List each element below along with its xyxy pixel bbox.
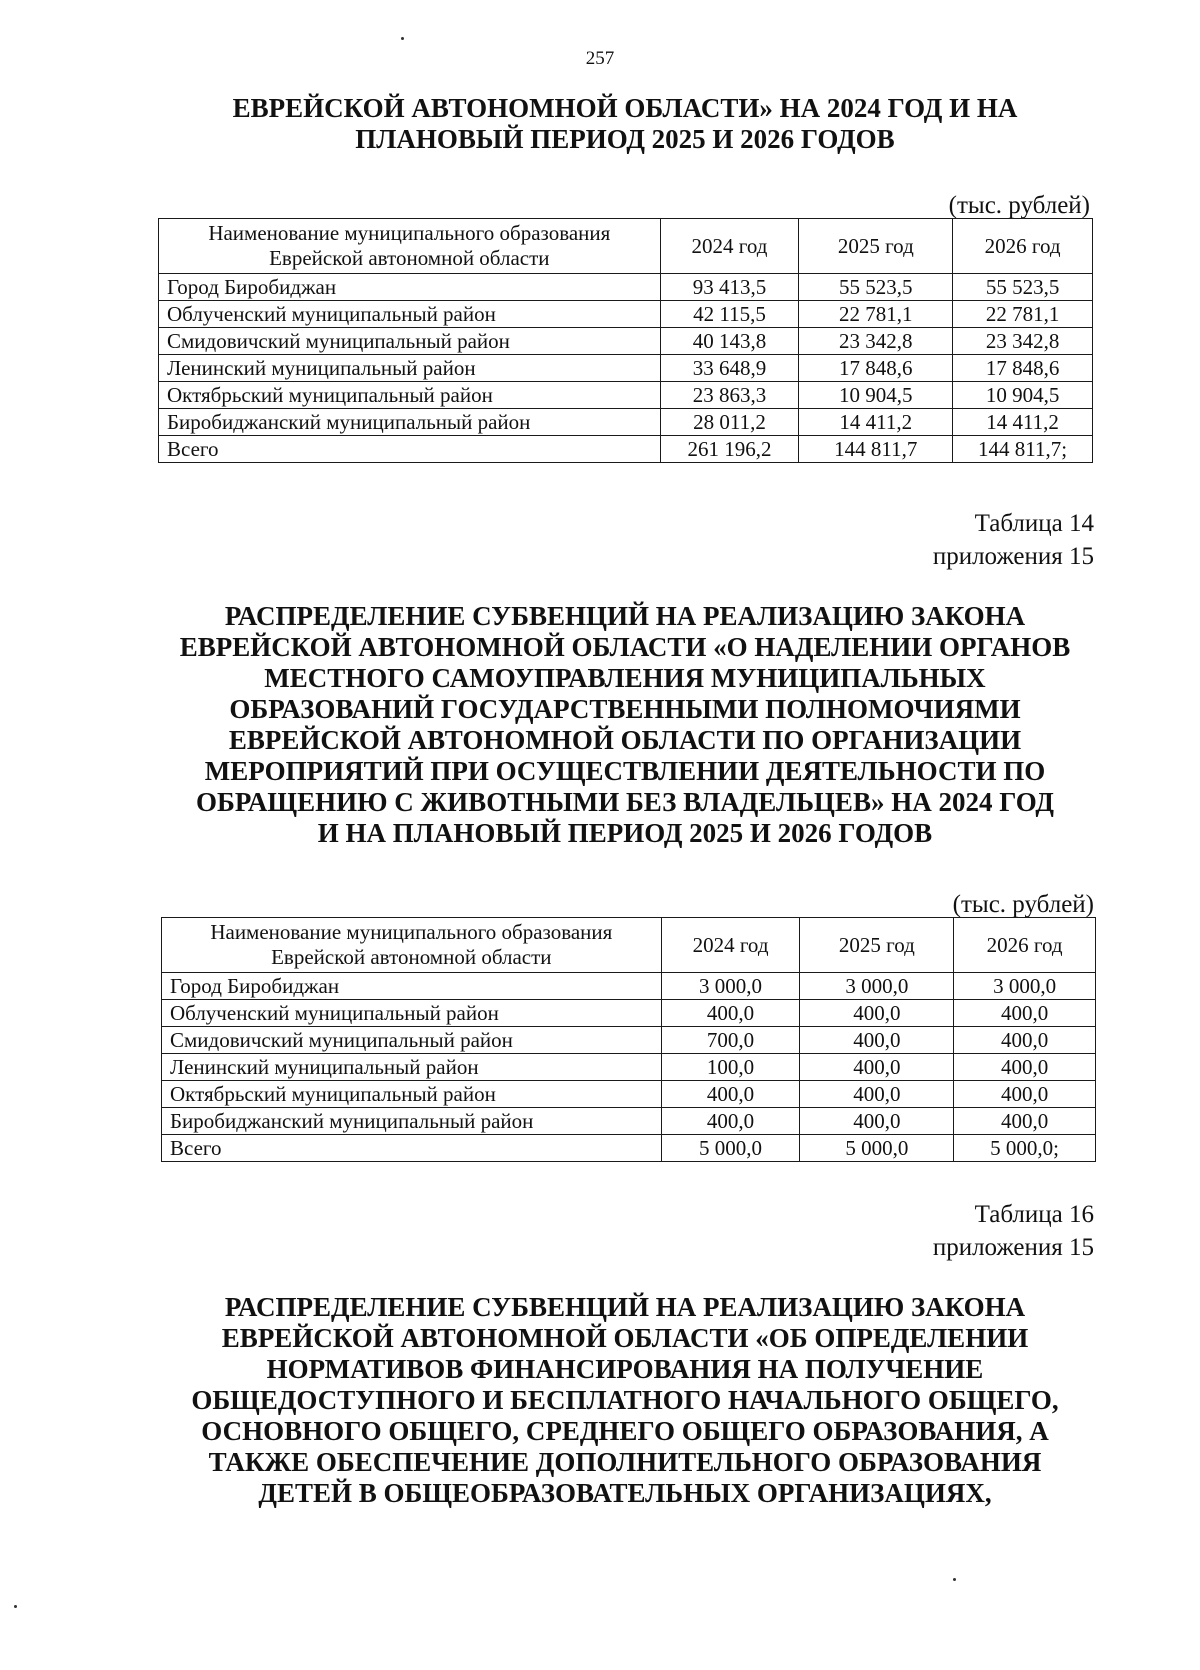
cell-2026: 144 811,7; xyxy=(953,436,1093,463)
column-header-2026: 2026 год xyxy=(953,219,1093,274)
cell-2025: 400,0 xyxy=(800,1027,954,1054)
header-name-line: Наименование муниципального образования xyxy=(210,920,613,944)
table-row xyxy=(159,409,1093,436)
cell-2024: 400,0 xyxy=(661,1000,800,1027)
heading-top-line: ПЛАНОВЫЙ ПЕРИОД 2025 И 2026 ГОДОВ xyxy=(355,124,895,154)
cell-name: Биробиджанский муниципальный район xyxy=(162,1108,662,1135)
cell-2025: 14 411,2 xyxy=(799,409,953,436)
cell-2024: 5 000,0 xyxy=(661,1135,800,1162)
table-row xyxy=(162,1054,1096,1081)
scan-speck xyxy=(14,1605,17,1608)
header-name-line: Наименование муниципального образования xyxy=(208,221,611,245)
table-row xyxy=(162,1000,1096,1027)
cell-2026: 5 000,0; xyxy=(954,1135,1096,1162)
cell-2025: 17 848,6 xyxy=(799,355,953,382)
heading-line: И НА ПЛАНОВЫЙ ПЕРИОД 2025 И 2026 ГОДОВ xyxy=(317,818,933,848)
caption-line: приложения 15 xyxy=(932,543,1094,570)
cell-2024: 3 000,0 xyxy=(661,973,800,1000)
table-row xyxy=(162,1081,1096,1108)
table-13 xyxy=(158,218,1093,463)
column-header-name xyxy=(159,219,661,274)
heading-line: ОБРАЗОВАНИЙ ГОСУДАРСТВЕННЫМИ ПОЛНОМОЧИЯМИ xyxy=(229,694,1021,724)
table-row xyxy=(162,973,1096,1000)
table-row xyxy=(159,328,1093,355)
cell-2025: 400,0 xyxy=(800,1054,954,1081)
unit-label-table1: (тыс. рублей) xyxy=(948,192,1090,219)
cell-2024: 23 863,3 xyxy=(660,382,799,409)
cell-2024: 42 115,5 xyxy=(660,301,799,328)
table-row-total xyxy=(162,1135,1096,1162)
cell-2025: 5 000,0 xyxy=(800,1135,954,1162)
heading-line: ЕВРЕЙСКОЙ АВТОНОМНОЙ ОБЛАСТИ «ОБ ОПРЕДЕЛЕНИИ xyxy=(221,1323,1029,1353)
cell-2026: 22 781,1 xyxy=(953,301,1093,328)
table-row xyxy=(162,1108,1096,1135)
cell-2024: 700,0 xyxy=(661,1027,800,1054)
heading-line: ЕВРЕЙСКОЙ АВТОНОМНОЙ ОБЛАСТИ ПО ОРГАНИЗАЦИИ xyxy=(228,725,1022,755)
heading-line: ЕВРЕЙСКОЙ АВТОНОМНОЙ ОБЛАСТИ «О НАДЕЛЕНИИ ОРГАНОВ xyxy=(179,632,1071,662)
caption-table-14 xyxy=(933,507,1094,573)
caption-line: Таблица 16 xyxy=(974,1201,1094,1228)
cell-2024: 40 143,8 xyxy=(660,328,799,355)
table-row xyxy=(159,382,1093,409)
column-header-2025: 2025 год xyxy=(799,219,953,274)
cell-2026: 23 342,8 xyxy=(953,328,1093,355)
cell-2026: 400,0 xyxy=(954,1027,1096,1054)
cell-name: Всего xyxy=(162,1135,662,1162)
cell-2025: 23 342,8 xyxy=(799,328,953,355)
heading-table-14 xyxy=(150,601,1100,849)
cell-2024: 93 413,5 xyxy=(660,274,799,301)
unit-label-table2: (тыс. рублей) xyxy=(952,891,1094,918)
table-row xyxy=(159,301,1093,328)
cell-2026: 14 411,2 xyxy=(953,409,1093,436)
scan-speck xyxy=(401,37,404,40)
cell-name: Биробиджанский муниципальный район xyxy=(159,409,661,436)
cell-2026: 400,0 xyxy=(954,1054,1096,1081)
column-header-name xyxy=(162,918,662,973)
cell-2025: 3 000,0 xyxy=(800,973,954,1000)
header-name-line: Еврейской автономной области xyxy=(271,945,552,969)
caption-line: приложения 15 xyxy=(932,1234,1094,1261)
cell-name: Октябрьский муниципальный район xyxy=(159,382,661,409)
cell-name: Ленинский муниципальный район xyxy=(162,1054,662,1081)
cell-name: Облученский муниципальный район xyxy=(159,301,661,328)
heading-table-16 xyxy=(150,1292,1100,1509)
column-header-2024: 2024 год xyxy=(661,918,800,973)
cell-2024: 28 011,2 xyxy=(660,409,799,436)
table-header-row xyxy=(162,918,1096,973)
cell-2026: 400,0 xyxy=(954,1000,1096,1027)
cell-2025: 400,0 xyxy=(800,1000,954,1027)
cell-name: Город Биробиджан xyxy=(162,973,662,1000)
cell-2024: 400,0 xyxy=(661,1081,800,1108)
cell-2024: 400,0 xyxy=(661,1108,800,1135)
table-row-total xyxy=(159,436,1093,463)
column-header-2026: 2026 год xyxy=(954,918,1096,973)
cell-2026: 3 000,0 xyxy=(954,973,1096,1000)
heading-line: РАСПРЕДЕЛЕНИЕ СУБВЕНЦИЙ НА РЕАЛИЗАЦИЮ ЗАКОНА xyxy=(224,1292,1026,1322)
heading-top xyxy=(150,93,1100,155)
cell-2026: 55 523,5 xyxy=(953,274,1093,301)
cell-2024: 33 648,9 xyxy=(660,355,799,382)
cell-2026: 400,0 xyxy=(954,1081,1096,1108)
column-header-2024: 2024 год xyxy=(660,219,799,274)
cell-2026: 10 904,5 xyxy=(953,382,1093,409)
heading-line: ТАКЖЕ ОБЕСПЕЧЕНИЕ ДОПОЛНИТЕЛЬНОГО ОБРАЗОВАНИЯ xyxy=(208,1447,1042,1477)
table-row xyxy=(159,274,1093,301)
cell-name: Всего xyxy=(159,436,661,463)
caption-table-16 xyxy=(933,1198,1094,1264)
table-header-row xyxy=(159,219,1093,274)
cell-name: Город Биробиджан xyxy=(159,274,661,301)
header-name-line: Еврейской автономной области xyxy=(269,246,550,270)
scan-speck xyxy=(953,1578,956,1581)
cell-2024: 261 196,2 xyxy=(660,436,799,463)
cell-2026: 400,0 xyxy=(954,1108,1096,1135)
cell-2025: 10 904,5 xyxy=(799,382,953,409)
heading-line: МЕРОПРИЯТИЙ ПРИ ОСУЩЕСТВЛЕНИИ ДЕЯТЕЛЬНОСТИ ПО xyxy=(204,756,1046,786)
table-14 xyxy=(161,917,1096,1162)
heading-line: ОСНОВНОГО ОБЩЕГО, СРЕДНЕГО ОБЩЕГО ОБРАЗОВАНИЯ, А xyxy=(201,1416,1049,1446)
cell-name: Смидовичский муниципальный район xyxy=(162,1027,662,1054)
cell-name: Смидовичский муниципальный район xyxy=(159,328,661,355)
cell-name: Октябрьский муниципальный район xyxy=(162,1081,662,1108)
heading-line: МЕСТНОГО САМОУПРАВЛЕНИЯ МУНИЦИПАЛЬНЫХ xyxy=(264,663,986,693)
heading-line: ДЕТЕЙ В ОБЩЕОБРАЗОВАТЕЛЬНЫХ ОРГАНИЗАЦИЯХ, xyxy=(258,1478,992,1508)
cell-2025: 400,0 xyxy=(800,1108,954,1135)
cell-name: Облученский муниципальный район xyxy=(162,1000,662,1027)
cell-name: Ленинский муниципальный район xyxy=(159,355,661,382)
heading-top-line: ЕВРЕЙСКОЙ АВТОНОМНОЙ ОБЛАСТИ» НА 2024 ГОД И НА xyxy=(232,93,1018,123)
caption-line: Таблица 14 xyxy=(974,510,1094,537)
heading-line: ОБРАЩЕНИЮ С ЖИВОТНЫМИ БЕЗ ВЛАДЕЛЬЦЕВ» НА 2024 ГОД xyxy=(196,787,1054,817)
heading-line: РАСПРЕДЕЛЕНИЕ СУБВЕНЦИЙ НА РЕАЛИЗАЦИЮ ЗАКОНА xyxy=(224,601,1026,631)
heading-line: ОБЩЕДОСТУПНОГО И БЕСПЛАТНОГО НАЧАЛЬНОГО ОБЩЕГО, xyxy=(191,1385,1059,1415)
cell-2025: 400,0 xyxy=(800,1081,954,1108)
table-row xyxy=(159,355,1093,382)
page-number: 257 xyxy=(585,48,615,69)
cell-2024: 100,0 xyxy=(661,1054,800,1081)
cell-2025: 55 523,5 xyxy=(799,274,953,301)
cell-2025: 144 811,7 xyxy=(799,436,953,463)
cell-2025: 22 781,1 xyxy=(799,301,953,328)
column-header-2025: 2025 год xyxy=(800,918,954,973)
table-row xyxy=(162,1027,1096,1054)
heading-line: НОРМАТИВОВ ФИНАНСИРОВАНИЯ НА ПОЛУЧЕНИЕ xyxy=(266,1354,984,1384)
cell-2026: 17 848,6 xyxy=(953,355,1093,382)
